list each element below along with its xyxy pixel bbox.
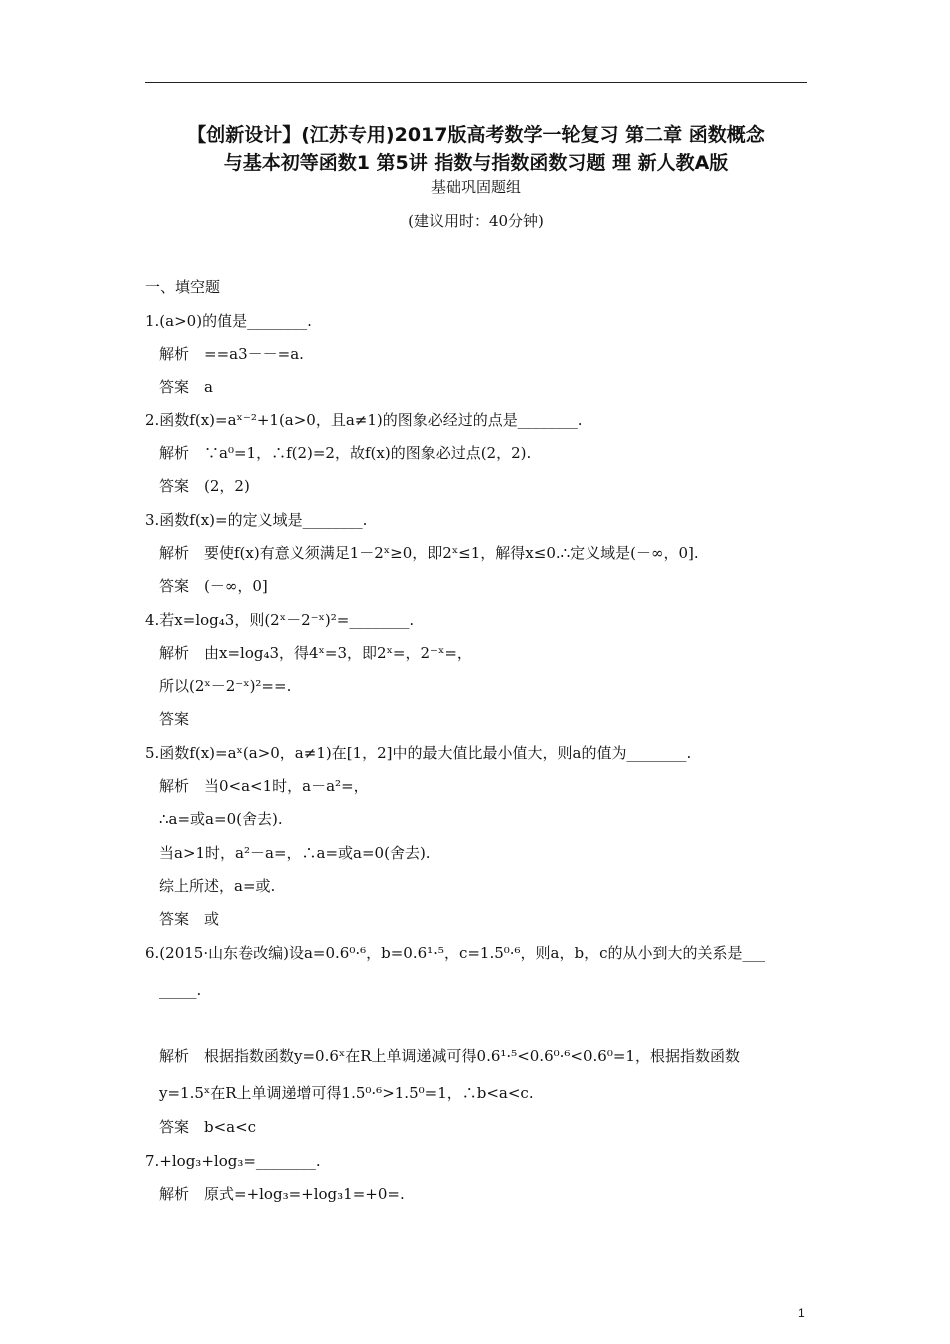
document-title-line-2: 与基本初等函数1 第5讲 指数与指数函数习题 理 新人教A版 — [223, 152, 729, 174]
question-2: 2.函数f(x)=aˣ⁻²+1(a>0，且a≠1)的图象必经过的点是________. — [145, 411, 583, 429]
analysis-5-cont-2: 当a>1时，a²－a=，∴a=或a=0(舍去). — [159, 844, 431, 862]
page-number: 1 — [798, 1306, 805, 1320]
answer-2: 答案 (2，2) — [159, 477, 250, 495]
analysis-6-cont: y=1.5ˣ在R上单调递增可得1.5⁰·⁶>1.5⁰=1，∴b<a<c. — [159, 1084, 534, 1102]
question-6: 6.(2015·山东卷改编)设a=0.6⁰·⁶，b=0.6¹·⁵，c=1.5⁰·⁶，则a，b，c的从小到大的关系是___ — [145, 944, 766, 962]
analysis-4-cont: 所以(2ˣ－2⁻ˣ)²==. — [159, 677, 292, 695]
analysis-3: 解析 要使f(x)有意义须满足1－2ˣ≥0，即2ˣ≤1，解得x≤0.∴定义域是(－∞，0]. — [159, 544, 699, 562]
answer-5: 答案 或 — [159, 910, 220, 928]
analysis-5-cont-1: ∴a=或a=0(舍去). — [159, 810, 283, 828]
answer-4: 答案 — [159, 710, 190, 728]
analysis-2: 解析 ∵a⁰=1，∴f(2)=2，故f(x)的图象必过点(2，2). — [159, 444, 532, 462]
question-6-cont: _____. — [159, 981, 202, 999]
question-7: 7.+log₃+log₃=________. — [145, 1152, 321, 1170]
analysis-6: 解析 根据指数函数y=0.6ˣ在R上单调递减可得0.6¹·⁵<0.6⁰·⁶<0.6⁰=1，根据指数函数 — [159, 1047, 740, 1065]
question-5: 5.函数f(x)=aˣ(a>0，a≠1)在[1，2]中的最大值比最小值大，则a的值为________. — [145, 744, 692, 762]
analysis-1: 解析 ==a3－－=a. — [159, 345, 304, 363]
answer-3: 答案 (－∞，0] — [159, 577, 268, 595]
analysis-4: 解析 由x=log₄3，得4ˣ=3，即2ˣ=，2⁻ˣ=， — [159, 644, 472, 662]
document-title-line-1: 【创新设计】(江苏专用)2017版高考数学一轮复习 第二章 函数概念 — [187, 124, 765, 146]
question-3: 3.函数f(x)=的定义域是________. — [145, 511, 368, 529]
analysis-7: 解析 原式=+log₃=+log₃1=+0=. — [159, 1185, 405, 1203]
header-rule — [145, 82, 807, 83]
section-heading: 一、填空题 — [145, 278, 221, 296]
analysis-5: 解析 当0<a<1时，a－a²=， — [159, 777, 369, 795]
group-subtitle: 基础巩固题组 — [430, 178, 521, 196]
analysis-5-cont-3: 综上所述，a=或. — [159, 877, 276, 895]
question-4: 4.若x=log₄3，则(2ˣ－2⁻ˣ)²=________. — [145, 611, 415, 629]
question-1: 1.(a>0)的值是________. — [145, 312, 312, 330]
answer-6: 答案 b<a<c — [159, 1118, 257, 1136]
time-hint: (建议用时：40分钟) — [408, 212, 544, 230]
answer-1: 答案 a — [159, 378, 213, 396]
